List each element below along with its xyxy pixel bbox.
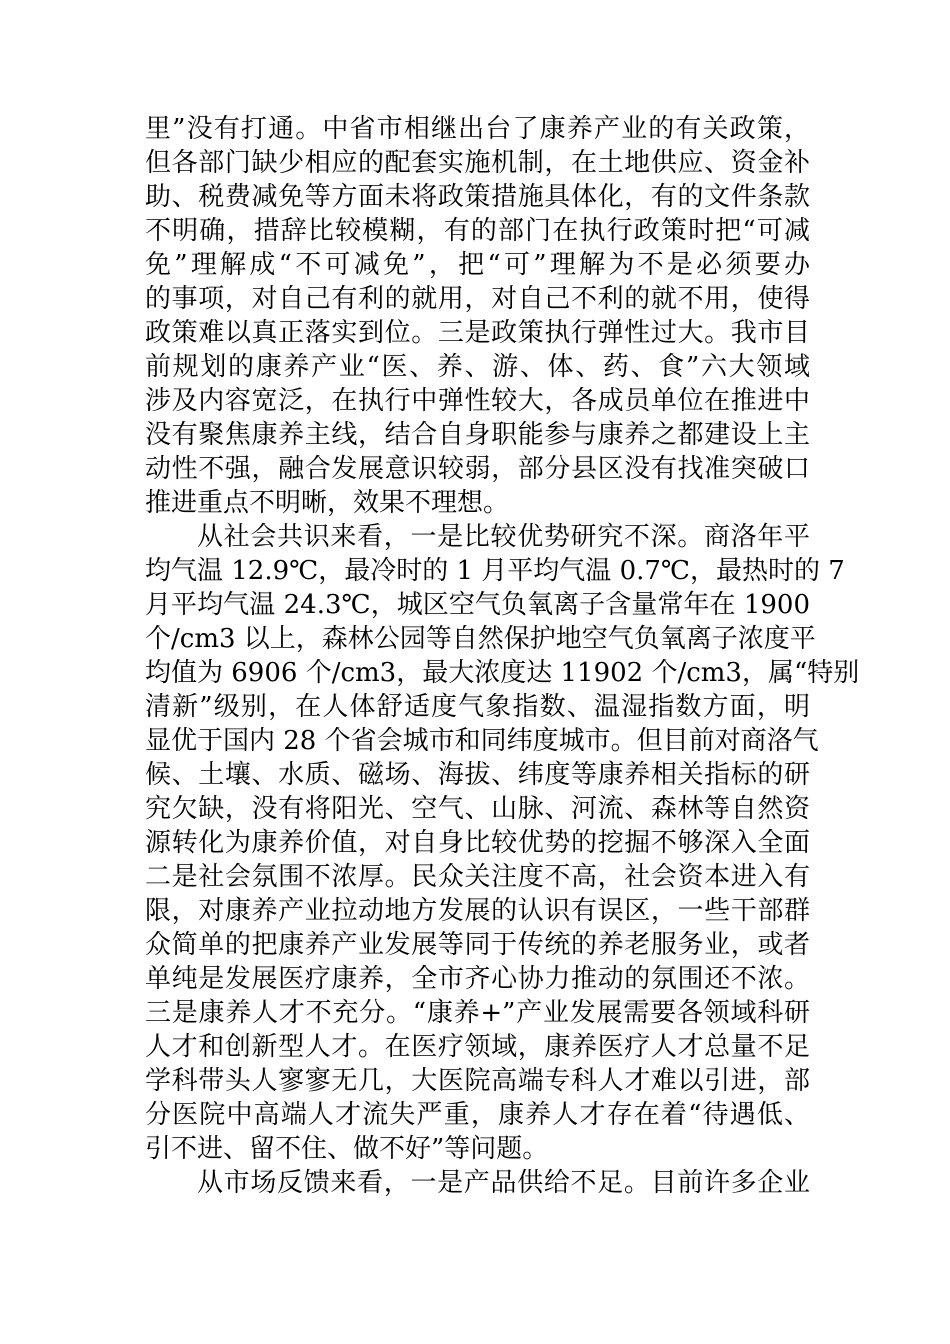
text-line: 均气温 12.9℃，最冷时的 1 月平均气温 0.7℃，最热时的 7: [145, 556, 845, 586]
text-line: 均值为 6906 个/cm3，最大浓度达 11902 个/cm3，属“特别: [145, 658, 860, 688]
text-line: 政策难以真正落实到位。三是政策执行弹性过大。我市目: [145, 318, 810, 348]
text-line: 不明确，措辞比较模糊，有的部门在执行政策时把“可减: [145, 216, 810, 246]
text-line: 从社会共识来看，一是比较优势研究不深。商洛年平: [197, 522, 810, 552]
text-line: 限，对康养产业拉动地方发展的认识有误区，一些干部群: [145, 896, 810, 926]
text-line: 源转化为康养价值，对自身比较优势的挖掘不够深入全面: [145, 828, 810, 858]
text-line: 但各部门缺少相应的配套实施机制，在土地供应、资金补: [145, 148, 810, 178]
text-line: 分医院中高端人才流失严重，康养人才存在着“待遇低、: [145, 1100, 810, 1130]
text-line: 动性不强，融合发展意识较弱，部分县区没有找准突破口: [145, 454, 810, 484]
text-line: 涉及内容宽泛，在执行中弹性较大，各成员单位在推进中: [145, 386, 810, 416]
paragraph-policy: [145, 112, 810, 520]
text-line: 从市场反馈来看，一是产品供给不足。目前许多企业: [197, 1168, 810, 1198]
text-line: 免”理解成“不可减免”，把“可”理解为不是必须要办: [145, 250, 810, 280]
text-line: 单纯是发展医疗康养，全市齐心协力推动的氛围还不浓。: [145, 964, 810, 994]
text-line: 没有聚焦康养主线，结合自身职能参与康养之都建设上主: [145, 420, 810, 450]
text-line: 助、税费减免等方面未将政策措施具体化，有的文件条款: [145, 182, 810, 212]
text-line: 人才和创新型人才。在医疗领域，康养医疗人才总量不足: [145, 1032, 810, 1062]
text-line: 三是康养人才不充分。“康养+”产业发展需要各领域科研: [145, 998, 810, 1028]
text-line: 引不进、留不住、做不好”等问题。: [145, 1134, 549, 1164]
text-line: 候、土壤、水质、磁场、海拔、纬度等康养相关指标的研: [145, 760, 810, 790]
paragraph-social-consensus: [145, 520, 860, 1166]
document-page: [145, 112, 860, 1200]
text-line: 的事项，对自己有利的就用，对自己不利的就不用，使得: [145, 284, 810, 314]
text-line: 究欠缺，没有将阳光、空气、山脉、河流、森林等自然资: [145, 794, 810, 824]
text-line: 个/cm3 以上，森林公园等自然保护地空气负氧离子浓度平: [145, 624, 816, 654]
text-line: 众简单的把康养产业发展等同于传统的养老服务业，或者: [145, 930, 810, 960]
text-line: 前规划的康养产业“医、养、游、体、药、食”六大领域: [145, 352, 810, 382]
text-line: 显优于国内 28 个省会城市和同纬度城市。但目前对商洛气: [145, 726, 819, 756]
text-line: 里”没有打通。中省市相继出台了康养产业的有关政策，: [145, 114, 810, 144]
text-line: 清新”级别，在人体舒适度气象指数、温湿指数方面，明: [145, 692, 810, 722]
text-line: 二是社会氛围不浓厚。民众关注度不高，社会资本进入有: [145, 862, 810, 892]
text-line: 月平均气温 24.3℃，城区空气负氧离子含量常年在 1900: [145, 590, 810, 620]
text-line: 学科带头人寥寥无几，大医院高端专科人才难以引进，部: [145, 1066, 810, 1096]
text-line: 推进重点不明晰，效果不理想。: [145, 488, 510, 518]
paragraph-market-feedback: [145, 1166, 810, 1200]
